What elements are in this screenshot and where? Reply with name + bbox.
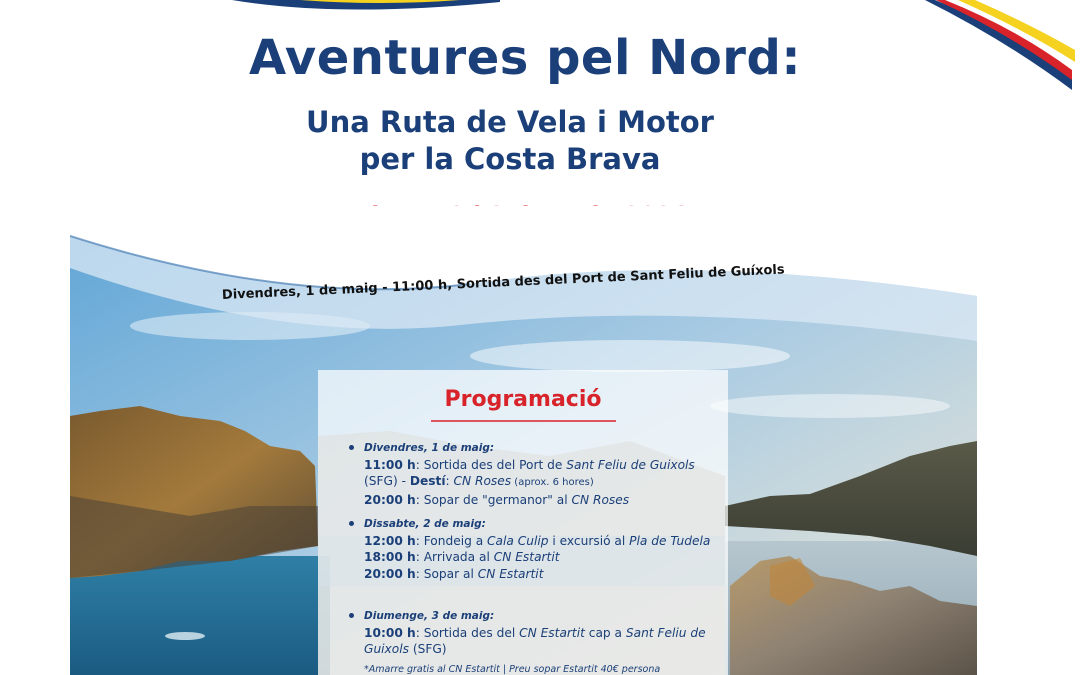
poster-subtitle (0, 104, 1020, 178)
subtitle-line-2: per la Costa Brava (359, 142, 661, 176)
schedule-line: 20:00 h: Sopar al CN Estartit (364, 566, 544, 581)
poster-title: Aventures pel Nord: (248, 30, 802, 86)
programme-title-underline (431, 420, 616, 422)
schedule-line: 18:00 h: Arrivada al CN Estartit (364, 550, 560, 564)
programme-day-1 (364, 440, 714, 508)
schedule-line: 11:00 h: Sortida des del Port de Sant Feliu de Guixols (SFG) - Destí: CN Roses (aprox. 6 hores) (364, 457, 695, 488)
programme-day-2 (364, 516, 714, 582)
day-heading: Dissabte, 2 de maig: (364, 518, 486, 530)
schedule-line: 12:00 h: Fondeig a Cala Culip i excursió al Pla de Tudela (364, 533, 711, 548)
programme-title: Programació (444, 387, 602, 412)
programme-footnote: *Amarre gratis al CN Estartit | Preu sopar Estartit 40€ persona (364, 664, 661, 675)
departure-banner: Divendres, 1 de maig - 11:00 h, Sortida des del Port de Sant Feliu de Guíxols (221, 262, 785, 303)
day-heading: Diumenge, 3 de maig: (364, 610, 495, 622)
bullet-icon (349, 613, 354, 618)
day-heading: Divendres, 1 de maig: (364, 442, 495, 454)
programme-day-3 (364, 608, 714, 658)
schedule-line: 10:00 h: Sortida des del CN Estartit cap a Sant Feliu de Guixols (SFG) (364, 625, 706, 656)
schedule-line: 20:00 h: Sopar de "germanor" al CN Roses (364, 492, 630, 507)
bullet-icon (349, 445, 354, 450)
programme-panel (318, 370, 728, 675)
bullet-icon (349, 521, 354, 526)
subtitle-line-1: Una Ruta de Vela i Motor (306, 105, 714, 139)
